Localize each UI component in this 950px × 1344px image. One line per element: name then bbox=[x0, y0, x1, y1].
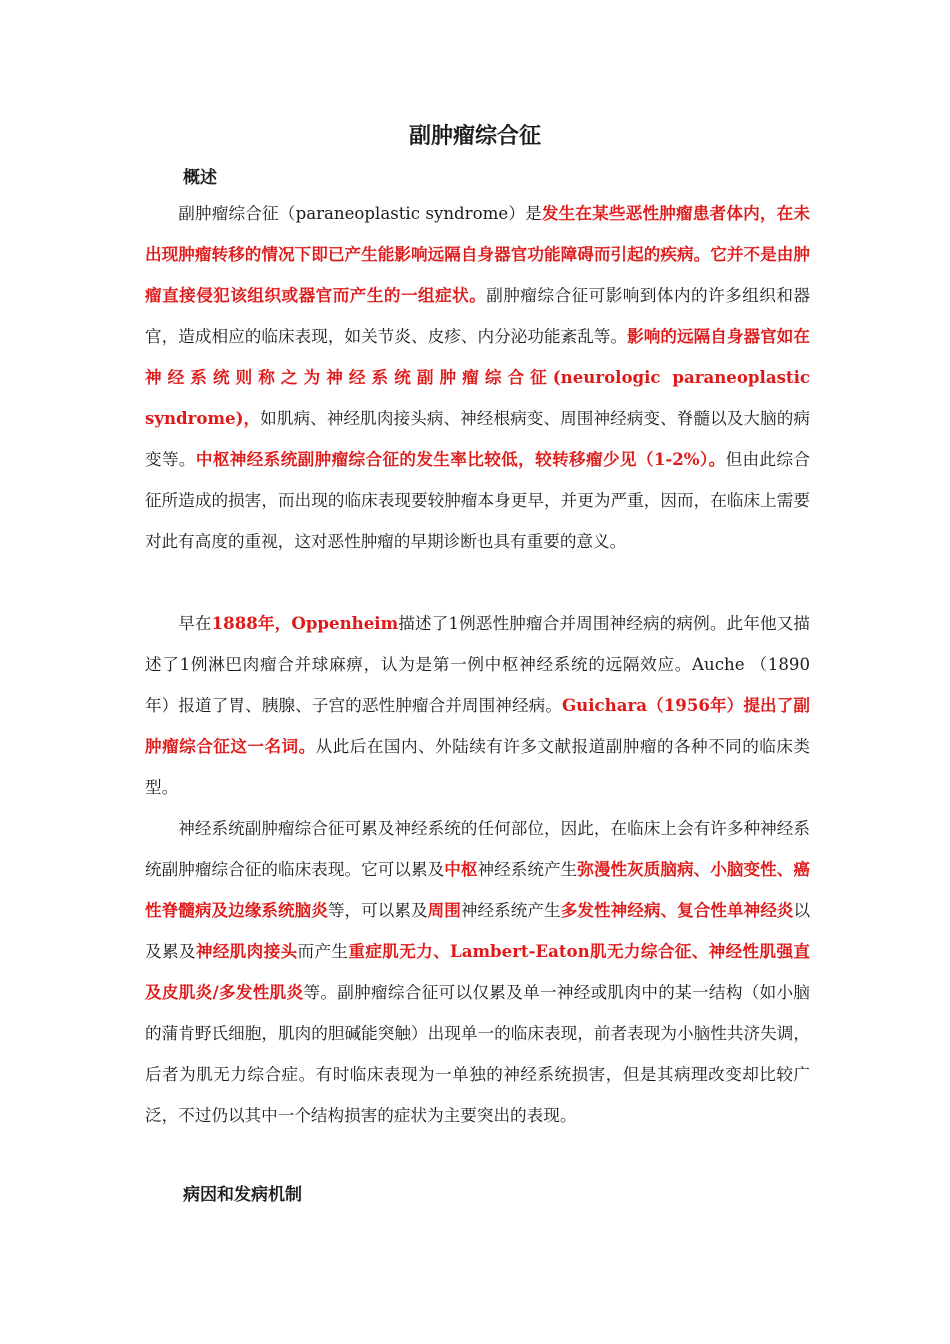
body-text: 而产生 bbox=[297, 942, 349, 961]
highlighted-text: 重症肌无力、Lambert-Eaton肌无力综合征、神经性肌强直及皮肌炎/多发性肌炎 bbox=[145, 941, 810, 1002]
body-text: 等。副肿瘤综合征可以仅累及单一神经或肌肉中的某一结构（如小脑的蒲肯野氏细胞，肌肉的胆碱能突触）出现单一的临床表现，前者表现为小脑性共济失调，后者为肌无力综合症。有时临床表现为一单独的神经系统损害，但是其病理改变却比较广泛，不过仍以其中一个结构损害的症状为主要突出的表现。 bbox=[145, 983, 811, 1125]
highlighted-text: 周围 bbox=[427, 900, 461, 920]
page-title: 副肿瘤综合征 bbox=[408, 124, 541, 149]
highlighted-text: 影响的远隔自身器官如在神经系统则称之为神经系统副肿瘤综合征(neurologic paraneoplastic syndrome)， bbox=[145, 326, 811, 428]
body-text: 但由此综合征所造成的损害，而出现的临床表现要较肿瘤本身更早，并更为严重，因而，在临床上需要对此有高度的重视，这对恶性肿瘤的早期诊断也具有重要的意义。 bbox=[145, 450, 811, 551]
body-text: 神经系统副肿瘤综合征可累及神经系统的任何部位，因此，在临床上会有许多种神经系统副肿瘤综合征的临床表现。它可以累及 bbox=[145, 819, 810, 879]
highlighted-text: 1888年，Oppenheim bbox=[211, 613, 399, 633]
body-text: 以及累及 bbox=[145, 901, 811, 961]
paragraph-definition bbox=[145, 193, 810, 562]
paragraph-clinical bbox=[145, 808, 810, 1136]
body-text: 等，可以累及 bbox=[327, 901, 428, 920]
highlighted-text: Guichara（1956年）提出了副肿瘤综合征这一名词。 bbox=[145, 695, 811, 756]
body-text: 从此后在国内、外陆续有许多文献报道副肿瘤的各种不同的临床类型。 bbox=[145, 737, 811, 797]
highlighted-text: 发生在某些恶性肿瘤患者体内，在未出现肿瘤转移的情况下即已产生能影响远隔自身器官功能障碍而引起的疾病。它并不是由肿瘤直接侵犯该组织或器官而产生的一组症状。 bbox=[145, 203, 810, 305]
body-text: 如肌病、神经肌肉接头病、神经根病变、周围神经病变、脊髓以及大脑的病变等。 bbox=[145, 409, 810, 469]
highlighted-text: 神经肌肉接头 bbox=[195, 941, 298, 961]
highlighted-text: 多发性神经病、复合性单神经炎 bbox=[560, 900, 794, 920]
body-text: 神经系统产生 bbox=[460, 901, 561, 920]
section-heading-cause: 病因和发病机制 bbox=[183, 1185, 302, 1205]
highlighted-text: 中枢神经系统副肿瘤综合征的发生率比较低，较转移瘤少见（1-2%）。 bbox=[195, 449, 726, 469]
body-text: 副肿瘤综合征（paraneoplastic syndrome）是 bbox=[178, 204, 542, 223]
body-text: 神经系统产生 bbox=[477, 860, 578, 879]
body-text: 副肿瘤综合征可影响到体内的许多组织和器官，造成相应的临床表现，如关节炎、皮疹、内分泌功能紊乱等。 bbox=[145, 286, 810, 346]
highlighted-text: 中枢 bbox=[444, 859, 478, 879]
paragraph-history bbox=[145, 603, 810, 808]
highlighted-text: 弥漫性灰质脑病、小脑变性、癌性脊髓病及边缘系统脑炎 bbox=[145, 859, 811, 920]
body-text: 描述了1例恶性肿瘤合并周围神经病的病例。此年他又描述了1例淋巴肉瘤合并球麻痹，认为是第一例中枢神经系统的远隔效应。Auche （1890年）报道了胃、胰腺、子宫的恶性肿瘤合并周围神经病。 bbox=[145, 614, 811, 715]
body-text: 早在 bbox=[178, 614, 212, 633]
section-heading-overview: 概述 bbox=[183, 168, 217, 188]
